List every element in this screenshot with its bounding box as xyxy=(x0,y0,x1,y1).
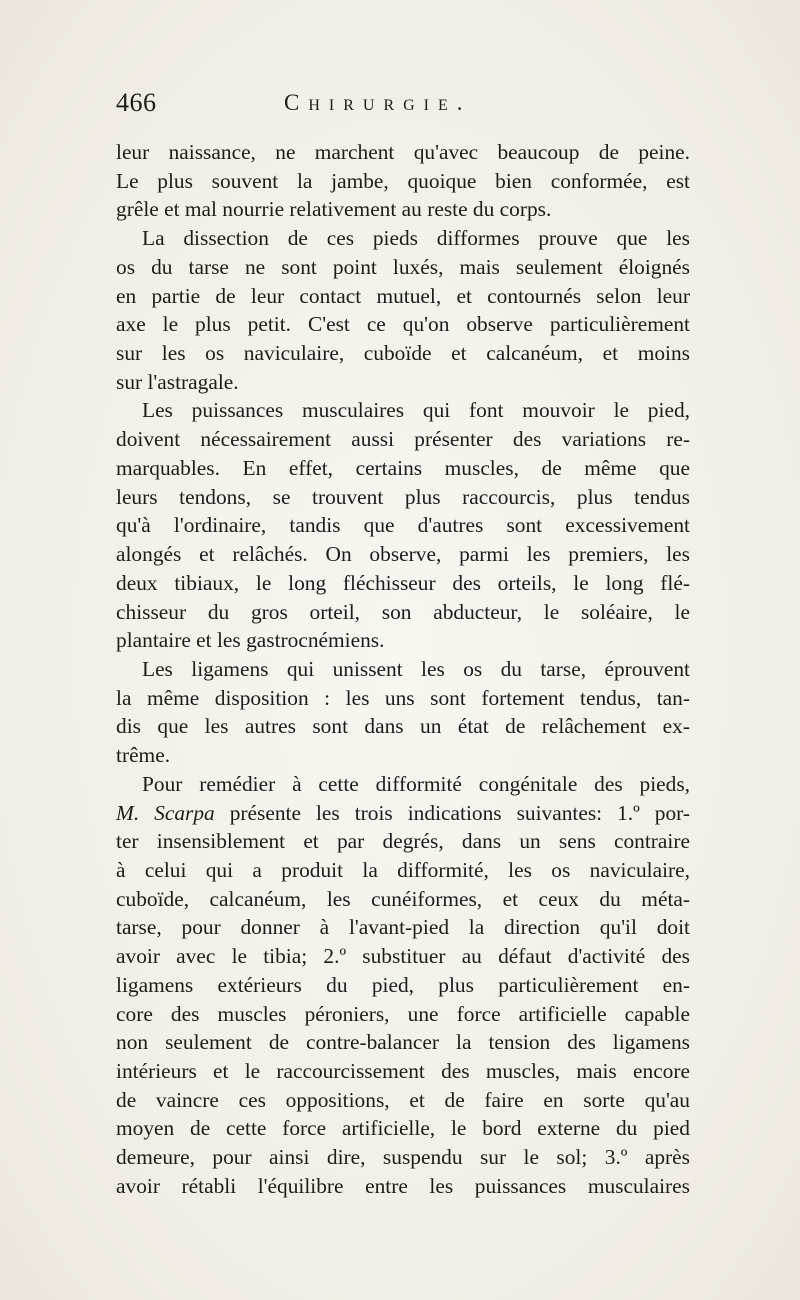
text-line: avoir avec le tibia; 2.º substituer au défaut d'activité des xyxy=(116,944,690,969)
text-line: de vaincre ces oppositions, et de faire en sorte qu'au xyxy=(116,1087,690,1112)
text-line: dis que les autres sont dans un état de relâchement ex- xyxy=(116,714,690,739)
text-line: en partie de leur contact mutuel, et contournés selon leur xyxy=(116,283,690,308)
text-line: demeure, pour ainsi dire, suspendu sur le sol; 3.º après xyxy=(116,1145,690,1170)
text-line: avoir rétabli l'équilibre entre les puissances musculaires xyxy=(116,1173,690,1198)
page-header xyxy=(116,88,686,128)
text-line-continuation: présente les trois indications suivantes: 1.º por- xyxy=(229,800,690,825)
text-line: alongés et relâchés. On observe, parmi les premiers, les xyxy=(116,542,690,567)
text-line: sur l'astragale. xyxy=(116,369,239,394)
text-line-with-author xyxy=(116,799,690,828)
paragraph-start-line: Pour remédier à cette difformité congénitale des pieds, xyxy=(142,771,690,796)
text-line: os du tarse ne sont point luxés, mais seulement éloignés xyxy=(116,254,690,279)
text-line: trême. xyxy=(116,743,171,768)
text-line: plantaire et les gastrocnémiens. xyxy=(116,628,385,653)
author-name: M. Scarpa xyxy=(116,800,215,825)
text-line: ter insensiblement et par degrés, dans un sens contraire xyxy=(116,829,690,854)
text-line: à celui qui a produit la difformité, les os naviculaire, xyxy=(116,857,690,882)
text-line: chisseur du gros orteil, son abducteur, le soléaire, le xyxy=(116,599,690,624)
text-line: core des muscles péroniers, une force artificielle capable xyxy=(116,1001,690,1026)
paragraph-start-line: La dissection de ces pieds difformes prouve que les xyxy=(142,226,690,251)
text-line: cuboïde, calcanéum, les cunéiformes, et ceux du méta- xyxy=(116,886,690,911)
page-number: 466 xyxy=(116,88,157,117)
text-line: Le plus souvent la jambe, quoique bien conformée, est xyxy=(116,168,690,193)
text-line: axe le plus petit. C'est ce qu'on observe particulièrement xyxy=(116,312,690,337)
text-line: deux tibiaux, le long fléchisseur des orteils, le long flé- xyxy=(116,570,690,595)
running-title: Chirurgie. xyxy=(284,90,472,115)
paragraph-start-line: Les ligamens qui unissent les os du tarse, éprouvent xyxy=(142,656,690,681)
text-line: leur naissance, ne marchent qu'avec beaucoup de peine. xyxy=(116,140,690,164)
text-line: intérieurs et le raccourcissement des muscles, mais encore xyxy=(116,1059,690,1083)
text-line: non seulement de contre-balancer la tension des ligamens xyxy=(116,1030,690,1055)
text-line: la même disposition : les uns sont fortement tendus, tan- xyxy=(116,685,690,710)
text-line: ligamens extérieurs du pied, plus particulièrement en- xyxy=(116,972,690,997)
text-line: marquables. En effet, certains muscles, de même que xyxy=(116,455,690,480)
paragraph-start-line: Les puissances musculaires qui font mouvoir le pied, xyxy=(142,398,690,423)
text-line: sur les os naviculaire, cuboïde et calcanéum, et moins xyxy=(116,341,690,366)
text-line: moyen de cette force artificielle, le bord externe du pied xyxy=(116,1116,690,1141)
text-line: qu'à l'ordinaire, tandis que d'autres sont excessivement xyxy=(116,513,690,538)
text-line: leurs tendons, se trouvent plus raccourcis, plus tendus xyxy=(116,484,690,509)
text-line: tarse, pour donner à l'avant-pied la direction qu'il doit xyxy=(116,915,690,940)
text-line: grêle et mal nourrie relativement au reste du corps. xyxy=(116,197,552,222)
body-text xyxy=(116,138,690,1201)
text-line: doivent nécessairement aussi présenter des variations re- xyxy=(116,427,690,452)
